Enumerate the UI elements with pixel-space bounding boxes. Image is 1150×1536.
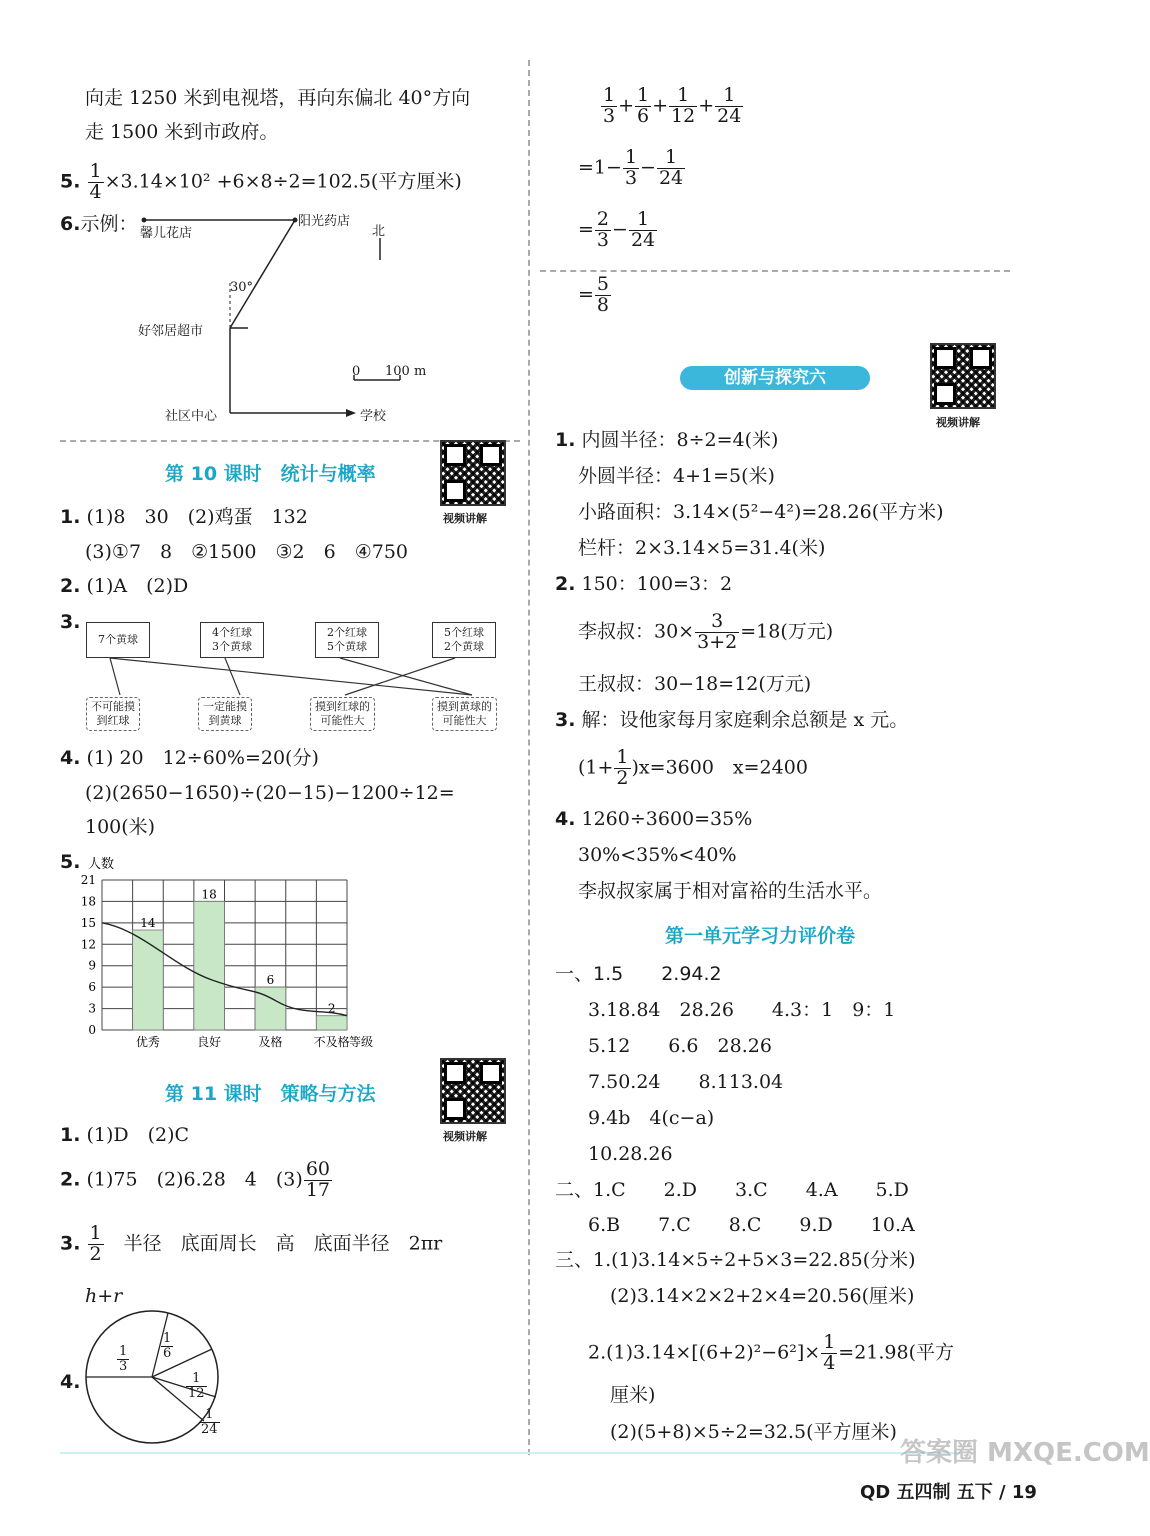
section-banner: 创新与探究六: [680, 366, 870, 390]
answer-line: 1. (1)D (2)C: [60, 1124, 190, 1146]
map-label: 北: [372, 224, 386, 239]
match-tag: 不可能摸 到红球: [86, 697, 140, 731]
answer-line: 3. 解：设他家每月家庭剩余总额是 x 元。: [555, 709, 909, 731]
footer-rule: [60, 1452, 960, 1454]
qr-code[interactable]: [930, 343, 996, 409]
answer-line: 30%<35%<40%: [578, 844, 737, 866]
qr-caption: 视频讲解: [936, 416, 980, 429]
answer-line: 1. 内圆半径：8÷2=4(米): [555, 429, 779, 451]
y-tick-label: 6: [88, 980, 96, 995]
match-tag: 摸到红球的 可能性大: [310, 697, 375, 731]
answer-line: 2. 150：100=3：2: [555, 573, 733, 595]
data-label: 2: [327, 1001, 336, 1016]
bar: [133, 930, 164, 1030]
answer-line: 2.(1)3.14×[(6+2)²−6²]× $\frac{1}{4}$ =21.98(平方: [588, 1331, 955, 1374]
map-label: 30°: [230, 280, 254, 295]
fraction: $\frac{1}{4}$: [89, 160, 102, 203]
text-line: 向走 1250 米到电视塔，再向东偏北 40°方向: [85, 87, 471, 109]
data-label: 14: [140, 916, 156, 930]
answer-line: 4. 1260÷3600=35%: [555, 808, 753, 830]
answer-line: 5.: [60, 851, 81, 873]
y-tick-label: 18: [80, 894, 96, 909]
answer-line: 4. (1) 20 12÷60%=20(分): [60, 747, 319, 769]
answer-line: 二、1.C 2.D 3.C 4.A 5.D: [555, 1179, 909, 1201]
arrow-icon: [346, 409, 356, 417]
answer-line: 2. (1)A (2)D: [60, 575, 189, 597]
text-line: 走 1500 米到市政府。: [85, 121, 279, 143]
column-divider: [528, 60, 530, 1455]
pie-label: $\frac{1}{3}$: [119, 1344, 128, 1374]
y-tick-label: 12: [80, 937, 96, 952]
answer-line: 100(米): [85, 816, 156, 838]
map-label: 好邻居超市: [138, 324, 204, 339]
ball-box: 4个红球 3个黄球: [200, 622, 264, 658]
answer-line: 3.18.84 28.26 4.3：1 9：1: [588, 999, 896, 1021]
page-footer: QD 五四制 五下 / 19: [860, 1482, 1037, 1503]
answer-line: (1+ $\frac{1}{2}$ )x=3600 x=2400: [578, 746, 808, 789]
answer-line: 外圆半径：4+1=5(米): [578, 465, 775, 487]
y-tick-label: 0: [88, 1023, 96, 1037]
data-label: 18: [201, 887, 217, 902]
ball-box: 2个红球 5个黄球: [315, 622, 379, 658]
fraction-sum: $\frac{1}{3}$ + $\frac{1}{6}$ + $\frac{1}{12}$ + $\frac{1}{24}$: [603, 84, 742, 127]
answer-line: (2)(2650−1650)÷(20−15)−1200÷12=: [85, 782, 455, 804]
pie-label: $\frac{1}{6}$: [163, 1331, 172, 1361]
map-label: 100 m: [385, 364, 427, 379]
pie-label: $\frac{1}{12}$: [188, 1371, 205, 1401]
qr-caption: 视频讲解: [443, 1130, 487, 1143]
answer-line: h+r: [85, 1285, 123, 1307]
answer-line: 3.: [60, 611, 81, 633]
answer-line: 厘米): [610, 1384, 656, 1406]
answer-line: (2)(5+8)×5÷2=32.5(平方厘米): [610, 1421, 897, 1443]
right-top-divider: [540, 270, 1010, 272]
bar: [194, 901, 225, 1030]
match-lines: [60, 600, 520, 710]
answer-line: 4.: [60, 1371, 81, 1393]
qr-code[interactable]: [440, 1058, 506, 1124]
section-title: 第 10 课时 统计与概率: [165, 463, 376, 485]
match-tag: 摸到黄球的 可能性大: [432, 697, 497, 731]
answer-line: 10.28.26: [588, 1143, 673, 1165]
ball-box: 5个红球 2个黄球: [432, 622, 496, 658]
map-label: 0: [352, 364, 361, 379]
qr-caption: 视频讲解: [443, 512, 487, 525]
x-tick-label: 及格: [258, 1035, 283, 1049]
answer-line: 李叔叔家属于相对富裕的生活水平。: [578, 880, 883, 902]
answer-line: 栏杆：2×3.14×5=31.4(米): [578, 537, 826, 559]
fraction-step: = $\frac{2}{3}$ − $\frac{1}{24}$: [578, 208, 656, 251]
y-tick-label: 15: [80, 915, 96, 930]
y-axis-label: 人数: [88, 857, 115, 872]
route-map: [130, 210, 430, 425]
map-road: [230, 220, 295, 328]
data-label: 6: [266, 973, 275, 988]
answer-line: 6.B 7.C 8.C 9.D 10.A: [588, 1214, 915, 1236]
bar-chart: [70, 845, 400, 1049]
question-5: 5. $\frac{1}{4}$ ×3.14×10² +6×8÷2=102.5(平方厘米): [60, 160, 462, 203]
answer-line: 王叔叔：30−18=12(万元): [578, 673, 812, 695]
fraction-step: = $\frac{5}{8}$: [578, 273, 610, 316]
q-number: 5.: [60, 170, 81, 193]
fraction-step: =1− $\frac{1}{3}$ − $\frac{1}{24}$: [578, 146, 684, 189]
answer-line: 小路面积：3.14×(5²−4²)=28.26(平方米): [578, 501, 944, 523]
watermark: 答案圈 MXQE.COM: [900, 1438, 1150, 1468]
answer-line: 1. (1)8 30 (2)鸡蛋 132: [60, 506, 308, 528]
bar: [316, 1016, 347, 1030]
answer-line: (2)3.14×2×2+2×4=20.56(厘米): [610, 1285, 915, 1307]
y-tick-label: 3: [88, 1001, 96, 1016]
section-title: 第 11 课时 策略与方法: [165, 1083, 376, 1105]
map-label: 馨儿花店: [140, 226, 193, 241]
answer-line: 李叔叔：30× $\frac{3}{3+2}$ =18(万元): [578, 610, 834, 653]
section-title: 第一单元学习力评价卷: [665, 925, 856, 947]
x-tick-label: 不及格: [313, 1035, 350, 1049]
answer-line: 5.12 6.6 28.26: [588, 1035, 772, 1057]
match-tag: 一定能摸 到黄球: [198, 697, 252, 731]
answer-line: 三、1.(1)3.14×5÷2+5×3=22.85(分米): [555, 1249, 916, 1271]
x-tick-label: 优秀: [135, 1035, 160, 1049]
y-tick-label: 21: [80, 873, 96, 887]
answer-line: 一、1.5 2.94.2: [555, 963, 722, 985]
answer-line: 9.4b 4(c−a): [588, 1107, 715, 1129]
answer-line: (3)①7 8 ②1500 ③2 6 ④750: [85, 541, 409, 563]
pie-label: $\frac{1}{24}$: [201, 1407, 218, 1437]
x-tick-label: 良好: [197, 1035, 222, 1049]
x-axis-label: 等级: [349, 1035, 374, 1049]
map-label: 阳光药店: [298, 214, 351, 229]
y-tick-label: 9: [88, 958, 96, 973]
map-label: 学校: [360, 409, 387, 424]
answer-line: 3. $\frac{1}{2}$ 半径 底面周长 高 底面半径 2πr: [60, 1222, 443, 1265]
qr-code[interactable]: [440, 440, 506, 506]
ball-box: 7个黄球: [86, 622, 150, 658]
map-label: 社区中心: [165, 409, 218, 424]
question-6: 6.示例：: [60, 213, 138, 235]
answer-line: 7.50.24 8.113.04: [588, 1071, 784, 1093]
answer-line: 2. (1)75 (2)6.28 4 (3) $\frac{60}{17}$: [60, 1158, 330, 1201]
